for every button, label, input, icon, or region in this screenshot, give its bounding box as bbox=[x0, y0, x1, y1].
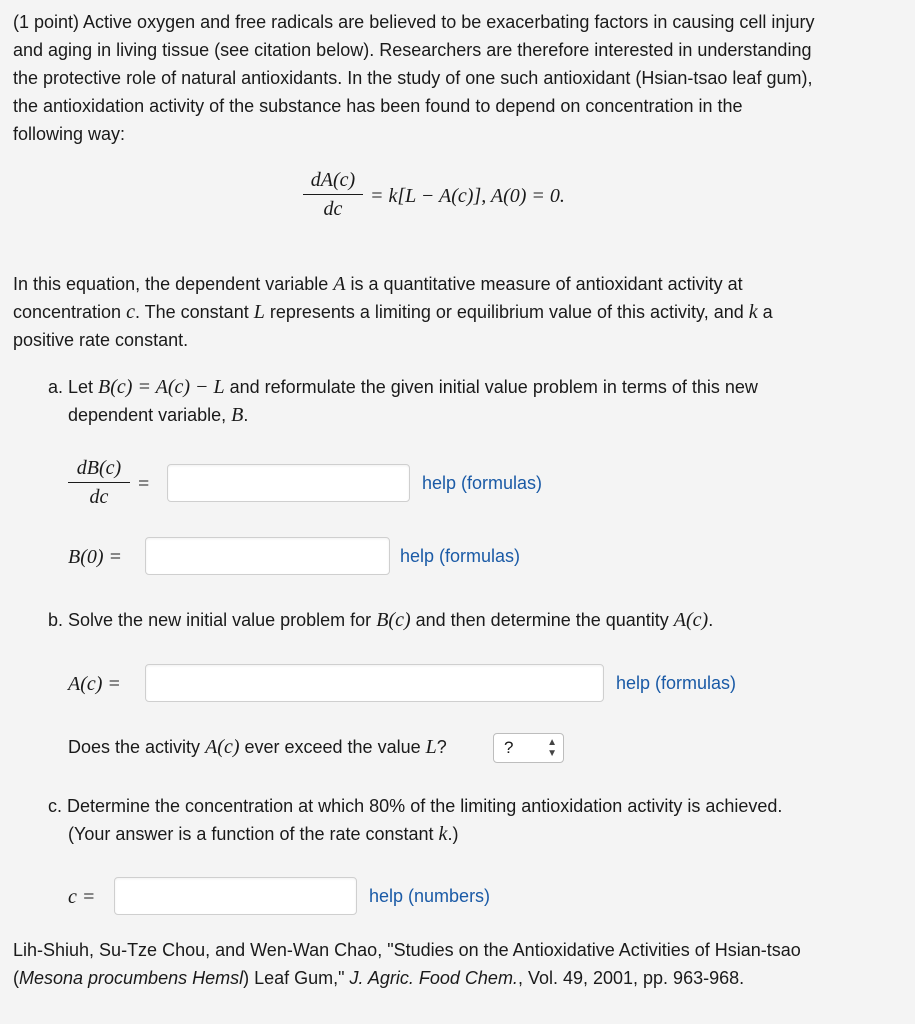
journal-name: J. Agric. Food Chem. bbox=[349, 968, 518, 988]
text: Does the activity bbox=[68, 737, 206, 757]
intro-paragraph bbox=[13, 8, 814, 148]
math-var-B: B bbox=[231, 404, 244, 426]
intro-line: following way: bbox=[13, 124, 126, 144]
part-c-line-2 bbox=[48, 820, 782, 848]
intro-line: the antioxidation activity of the substance has been found to depend on concentration in the bbox=[13, 96, 743, 116]
part-a-line-2 bbox=[48, 401, 758, 429]
description-paragraph bbox=[13, 270, 773, 354]
text: In this equation, the dependent variable bbox=[13, 274, 334, 294]
exceed-answer-select[interactable] bbox=[493, 733, 564, 763]
part-b-prompt bbox=[48, 606, 713, 634]
description-line-2 bbox=[13, 298, 773, 326]
Ac-answer-input[interactable] bbox=[145, 664, 604, 702]
dB-denominator: dc bbox=[89, 486, 109, 508]
fraction-bar bbox=[303, 194, 363, 195]
description-line-1 bbox=[13, 270, 773, 298]
text: a. Let bbox=[48, 377, 99, 397]
c-answer-input[interactable] bbox=[114, 877, 357, 915]
text: ? bbox=[436, 737, 447, 757]
select-arrows-icon: ▲ ▼ bbox=[547, 737, 557, 759]
B0-answer-input[interactable] bbox=[145, 537, 390, 575]
intro-line: the protective role of natural antioxidants. In the study of one such antioxidant (Hsian-tsao leaf gum), bbox=[13, 68, 813, 88]
math-expression: A(c) bbox=[205, 736, 240, 758]
text: b. Solve the new initial value problem for bbox=[48, 610, 377, 630]
Ac-label: A(c) = bbox=[68, 673, 121, 695]
fraction-bar bbox=[68, 482, 130, 483]
help-formulas-link[interactable]: help (formulas) bbox=[400, 546, 521, 566]
text: . bbox=[243, 405, 249, 425]
math-var-c: c bbox=[126, 301, 135, 323]
text: is a quantitative measure of antioxidant activity at bbox=[345, 274, 743, 294]
text: ever exceed the value bbox=[239, 737, 426, 757]
intro-line: (1 point) Active oxygen and free radicals are believed to be exacerbating factors in causing cell injury bbox=[13, 12, 815, 32]
citation-line-1: Lih-Shiuh, Su-Tze Chou, and Wen-Wan Chao, "Studies on the Antioxidative Activities of Hsian-tsao bbox=[13, 940, 801, 960]
main-equation-fraction bbox=[303, 168, 363, 221]
math-expression: A(c) bbox=[673, 609, 709, 631]
species-name: Mesona procumbens Hemsl bbox=[19, 968, 244, 988]
B0-label: B(0) = bbox=[68, 546, 123, 568]
main-equation-rhs: = k[L − A(c)], A(0) = 0. bbox=[370, 185, 565, 207]
help-formulas-link[interactable]: help (formulas) bbox=[616, 673, 737, 693]
math-var-k: k bbox=[748, 301, 758, 323]
text: , Vol. 49, 2001, pp. 963-968. bbox=[517, 968, 745, 988]
description-line-3: positive rate constant. bbox=[13, 330, 189, 350]
dB-dc-fraction bbox=[68, 456, 130, 509]
text: ) Leaf Gum," bbox=[243, 968, 350, 988]
main-equation-denominator: dc bbox=[323, 198, 343, 220]
text: and reformulate the given initial value problem in terms of this new bbox=[224, 377, 758, 397]
text: and then determine the quantity bbox=[410, 610, 674, 630]
text: represents a limiting or equilibrium value of this activity, and bbox=[264, 302, 749, 322]
part-a-prompt bbox=[48, 373, 758, 429]
citation bbox=[13, 936, 801, 992]
text: concentration bbox=[13, 302, 127, 322]
help-numbers-link[interactable]: help (numbers) bbox=[369, 886, 491, 906]
equals-sign: = bbox=[138, 473, 150, 495]
help-formulas-link[interactable]: help (formulas) bbox=[422, 473, 543, 493]
math-var-A: A bbox=[333, 273, 346, 295]
text: . The constant bbox=[134, 302, 254, 322]
part-c-line-1: c. Determine the concentration at which 80% of the limiting antioxidation activity is achieved. bbox=[48, 796, 783, 816]
citation-line-2 bbox=[13, 964, 801, 992]
text: dependent variable, bbox=[68, 405, 232, 425]
text: (Your answer is a function of the rate constant bbox=[68, 824, 439, 844]
dB-numerator: dB(c) bbox=[76, 457, 122, 479]
dB-dc-answer-input[interactable] bbox=[167, 464, 410, 502]
c-label: c = bbox=[68, 886, 96, 908]
math-var-L: L bbox=[253, 301, 265, 323]
math-expression: B(c) = A(c) − L bbox=[98, 376, 225, 398]
part-a-line-1 bbox=[48, 373, 758, 401]
text: ( bbox=[13, 968, 19, 988]
main-equation-numerator: dA(c) bbox=[310, 169, 356, 191]
math-var-L: L bbox=[425, 736, 437, 758]
text: .) bbox=[447, 824, 459, 844]
part-c-prompt bbox=[48, 792, 782, 848]
intro-line: and aging in living tissue (see citation below). Researchers are therefore interested in understanding bbox=[13, 40, 812, 60]
select-value: ? bbox=[504, 738, 514, 757]
math-expression: B(c) bbox=[376, 609, 411, 631]
text: a bbox=[757, 302, 773, 322]
text: . bbox=[708, 610, 714, 630]
math-var-k: k bbox=[438, 823, 448, 845]
exceed-question bbox=[68, 733, 447, 761]
